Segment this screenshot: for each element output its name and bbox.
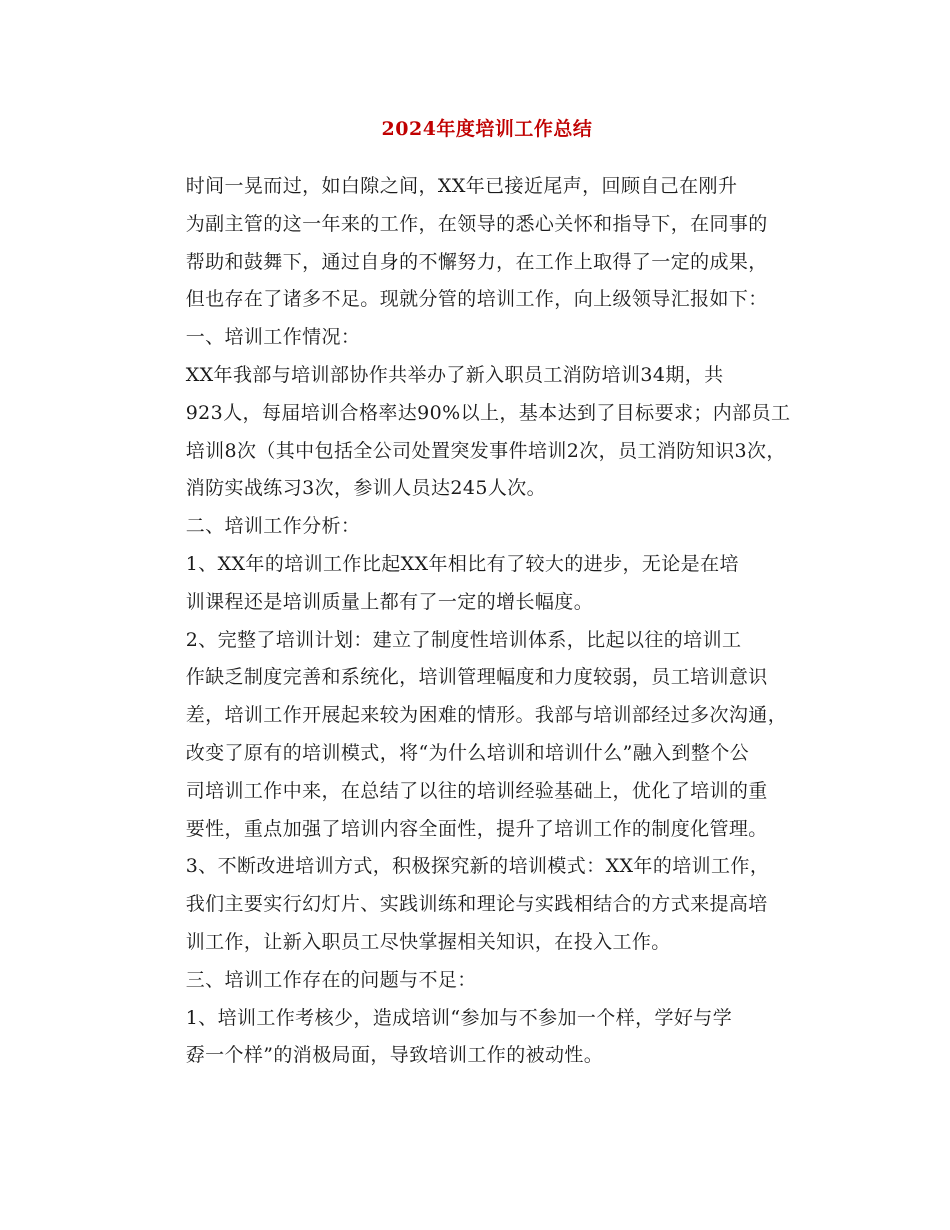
intro-paragraph [142,168,822,319]
document-title: 2024年度培训工作总结 [381,118,593,140]
text-line: 但也存在了诸多不足。现就分管的培训工作，向上级领导汇报如下： [185,288,768,311]
text-line: 要性，重点加强了培训内容全面性，提升了培训工作的制度化管理。 [185,817,768,840]
section2-heading: 二、培训工作分析： [185,515,361,538]
text-line: 司培训工作中来，在总结了以往的培训经验基础上，优化了培训的重 [185,779,768,802]
text-line: 3、不断改进培训方式，积极探究新的培训模式：XX年的培训工作， [185,855,770,878]
text-line: 作缺乏制度完善和系统化，培训管理幅度和力度较弱，员工培训意识 [185,666,768,689]
text-line: 为副主管的这一年来的工作，在领导的悉心关怀和指导下，在同事的 [185,212,768,235]
text-line: 2、完整了培训计划：建立了制度性培训体系，比起以往的培训工 [185,628,742,651]
text-line: 改变了原有的培训模式，将“为什么培训和培训什么”融入到整个公 [185,741,750,764]
text-line: 培训8次（其中包括全公司处置突发事件培训2次，员工消防知识3次， [185,439,786,462]
text-line: 孬一个样”的消极局面，导致培训工作的被动性。 [185,1044,604,1067]
document-body [142,168,822,1075]
text-line: 差，培训工作开展起来较为困难的情形。我部与培训部经过多次沟通， [185,704,788,727]
text-line: 消防实战练习3次，参训人员达245人次。 [185,477,547,500]
text-line: 时间一晃而过，如白隙之间，XX年已接近尾声，回顾自己在刚升 [185,175,738,197]
text-line: 923人，每届培训合格率达90%以上，基本达到了目标要求；内部员工 [185,401,791,424]
section3-item1-paragraph [142,1000,822,1076]
text-line: 帮助和鼓舞下，通过自身的不懈努力，在工作上取得了一定的成果， [185,250,768,273]
text-line: 1、XX年的培训工作比起XX年相比有了较大的进步，无论是在培 [185,552,739,575]
text-line: 我们主要实行幻灯片、实践训练和理论与实践相结合的方式来提高培 [185,893,768,916]
text-line: XX年我部与培训部协作共举办了新入职员工消防培训34期，共 [185,363,724,386]
section2-item2-paragraph [142,622,822,849]
text-line: 1、培训工作考核少，造成培训“参加与不参加一个样，学好与学 [185,1006,733,1029]
section2-item1-paragraph [142,546,822,622]
section3-heading: 三、培训工作存在的问题与不足： [185,968,477,991]
text-line: 训课程还是培训质量上都有了一定的增长幅度。 [185,590,594,613]
section1-heading: 一、培训工作情况： [185,326,361,349]
text-line: 训工作，让新入职员工尽快掌握相关知识，在投入工作。 [185,930,671,953]
section2-item3-paragraph [142,848,822,961]
section1-paragraph [142,357,822,508]
